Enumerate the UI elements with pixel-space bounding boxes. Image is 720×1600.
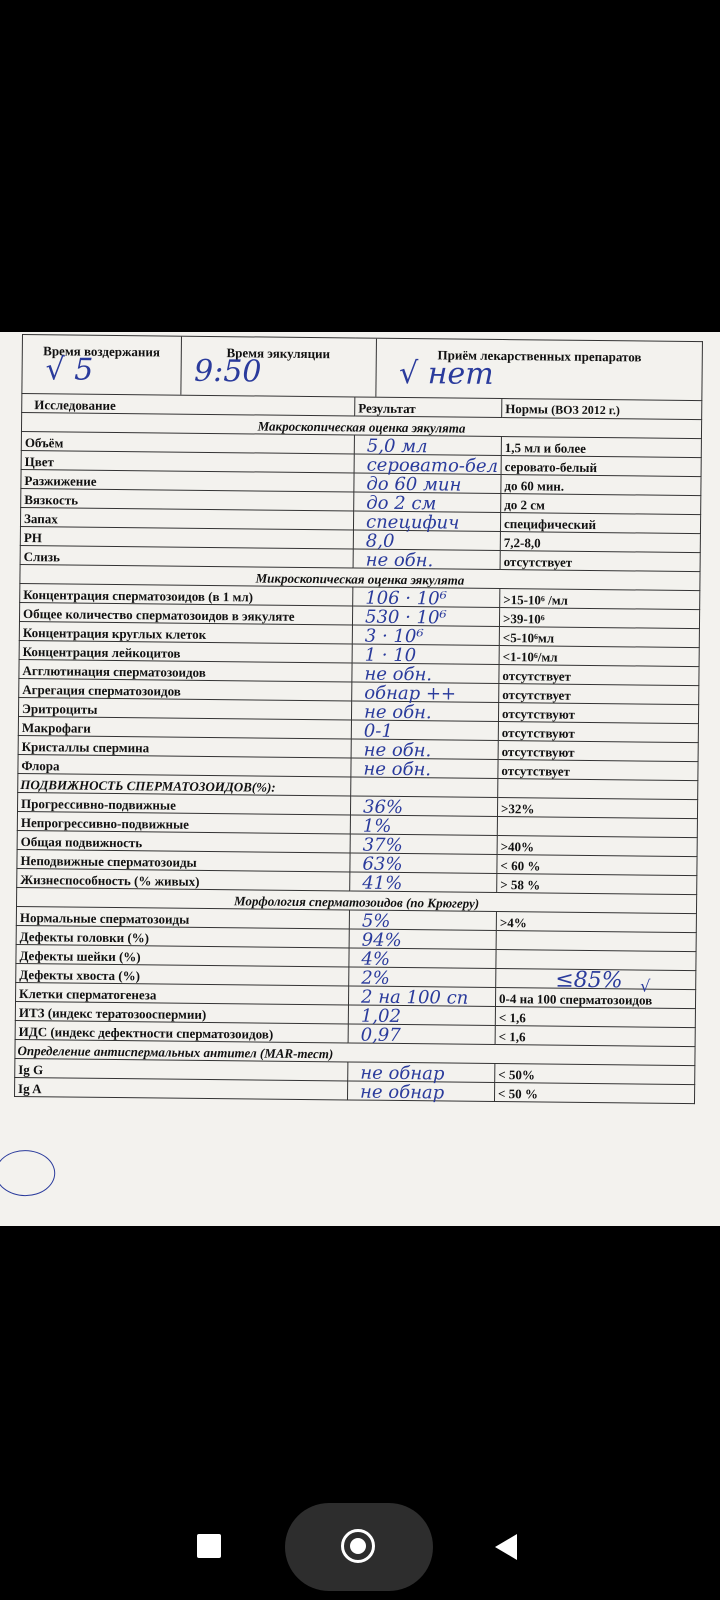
row-label: PH [20,526,353,548]
row-result: 2 на 100 сп [360,986,469,1009]
row-result-cell [351,758,498,779]
row-result: 1 · 10 [364,644,417,667]
row-norm: >40% [497,836,697,857]
row-norm: отсутствует [498,760,698,781]
row-result-cell [349,929,496,950]
row-norm: отсутствуют [498,722,698,743]
motility-rows [17,792,698,894]
row-norm: отсутствует [499,684,699,705]
result-header: Результат [355,397,502,418]
section-macro-title: Макроскопическая оценка эякулята [21,413,701,439]
row-norm: < 50 % [494,1082,694,1103]
row-result-cell [353,511,500,532]
section-morph-title: Морфология сперматозоидов (по Крюгеру) [17,887,697,913]
row-result-cell [352,625,499,646]
row-result: до 60 мин [366,473,462,496]
row-label: Объём [21,431,354,453]
micro-rows [18,583,700,780]
row-label: Ig G [15,1058,348,1080]
row-result-cell [351,701,498,722]
medication-cell [375,339,703,400]
row-result-cell [349,910,496,931]
row-norm: >4% [496,912,696,933]
row-label: Дефекты головки (%) [16,925,349,947]
row-label: Эритроциты [18,697,351,719]
abstinence-value: √ 5 [45,352,94,388]
section-micro-title: Микроскопическая оценка эякулята [20,564,700,590]
row-norm: < 60 % [497,855,697,876]
norms-ref: (ВОЗ 2012 г.) [551,402,620,418]
row-result-cell [352,606,499,627]
row-norm: отсутствует [500,551,700,572]
abstinence-label: Время воздержания [43,343,161,360]
row-label: Дефекты хвоста (%) [16,963,349,985]
norms-header [502,399,702,420]
row-result: 1,02 [360,1005,402,1028]
row-result-cell [354,473,501,494]
row-result: не обн. [364,663,433,686]
row-label: ИТЗ (индекс тератозооспермии) [15,1001,348,1023]
medication-label: Приём лекарственных препаратов [437,347,642,365]
row-label: Агрегация сперматозоидов [19,678,352,700]
row-norm: 1,5 мл и более [501,437,701,458]
row-norm: отсутствует [499,665,699,686]
row-norm: <5-10⁶мл [499,627,699,648]
row-result: не обн. [363,739,432,762]
abstinence-cell [22,335,181,395]
row-result: не обнар [359,1081,445,1104]
row-norm: до 60 мин. [501,475,701,496]
row-label: Слизь [20,545,353,567]
row-norm [497,817,697,838]
row-result: не обн. [363,758,432,781]
row-label: Концентрация лейкоцитов [19,640,352,662]
row-label: Запах [20,507,353,529]
row-result-cell [349,948,496,969]
row-result-cell [354,435,501,456]
row-result-cell [353,549,500,570]
row-label: Макрофаги [18,716,351,738]
row-label: Ig A [15,1077,348,1099]
row-result: 1% [362,815,392,837]
row-result: 8,0 [365,530,395,552]
row-norm: <1-10⁶/мл [499,646,699,667]
row-result-cell [354,454,501,475]
row-label: Дефекты шейки (%) [16,944,349,966]
motility-title: ПОДВИЖНОСТЬ СПЕРМАТОЗОИДОВ(%): [18,773,351,795]
row-result: серовато-бел [366,454,499,477]
row-result: 0,97 [360,1024,401,1047]
row-label: Клетки сперматогенеза [16,982,349,1004]
row-result-cell [350,872,497,893]
row-result: 63% [362,853,403,876]
row-label: Цвет [21,450,354,472]
row-result: не обн. [363,701,432,724]
row-result-cell [352,644,499,665]
row-result: 5% [361,910,391,932]
row-label: Общая подвижность [17,830,350,852]
recents-icon[interactable] [197,1534,221,1558]
row-result-cell [353,530,500,551]
row-norm: > 58 % [497,874,697,895]
row-norm [496,930,696,951]
row-result: не обнар [360,1062,445,1085]
row-result: 5,0 мл [366,435,428,458]
home-button[interactable] [285,1503,433,1591]
row-result-cell [348,1005,495,1026]
row-label: Разжижение [21,469,354,491]
row-result: 94% [361,929,402,952]
ejaculation-label: Время эякуляции [226,345,331,362]
row-label: ИДС (индекс дефектности сперматозоидов) [15,1020,348,1042]
row-result-cell [350,815,497,836]
row-result: 41% [362,872,403,895]
row-norm: < 1,6 [495,1025,695,1046]
row-label: Прогрессивно-подвижные [17,792,350,814]
row-label: Кристаллы спермина [18,735,351,757]
row-result-cell [348,1062,495,1083]
semen-analysis-form [14,334,702,1104]
row-result: 530 · 10⁶ [364,606,447,629]
study-header: Исследование [22,394,355,416]
row-result-cell [350,853,497,874]
row-label: Нормальные сперматозоиды [16,906,349,928]
row-norm: 7,2-8,0 [500,532,700,553]
row-result-cell [354,492,501,513]
head-defects-note: ≤85% [555,967,623,994]
home-icon [341,1529,375,1563]
row-result-cell [347,1081,494,1102]
row-result: специфич [365,511,460,534]
row-result-cell [352,682,499,703]
check-mark-head: √ [640,976,651,996]
row-result: 2% [361,967,390,989]
norms-header-text: Нормы [505,401,548,417]
ejaculation-cell [180,337,376,397]
row-label: Неподвижные сперматозоиды [17,849,350,871]
row-label: Вязкость [21,488,354,510]
row-norm: < 50% [495,1063,695,1084]
row-result-cell [353,587,500,608]
ig-circle-mark [0,1150,55,1197]
row-result-cell [349,967,496,988]
row-result: 0-1 [363,720,393,742]
document-photo [0,332,720,1226]
row-result: до 2 см [366,492,437,515]
row-result-cell [352,663,499,684]
row-result-cell [350,796,497,817]
row-result: 106 · 10⁶ [365,587,448,610]
row-result-cell [351,720,498,741]
row-result: 4% [361,948,391,970]
row-norm: специфический [500,513,700,534]
row-label: Непрогрессивно-подвижные [17,811,350,833]
mar-rows [15,1058,695,1103]
row-label: Общее количество сперматозоидов в эякуляте [19,602,352,624]
row-result: 36% [362,796,404,819]
medication-value: √ нет [398,355,494,392]
row-norm: до 2 см [501,494,701,515]
row-result-cell [348,986,495,1007]
macro-rows [20,431,701,571]
row-norm: < 1,6 [495,1006,695,1027]
section-mar-title: Определение антиспермальных антител (MAR-тест) [15,1039,695,1065]
row-label: Жизнеспособность (% живых) [17,868,350,890]
row-result: не обн. [365,549,434,572]
back-icon[interactable] [495,1534,517,1560]
row-result: обнар ++ [364,682,457,705]
row-result-cell [348,1024,495,1045]
ejaculation-value: 9:50 [193,353,262,390]
row-norm: отсутствуют [498,703,698,724]
row-label: Агглютинация сперматозоидов [19,659,352,681]
row-result-cell [350,834,497,855]
row-norm: отсутствуют [498,741,698,762]
row-norm: 0-4 на 100 сперматозоидов [495,987,695,1008]
row-result: 3 · 10⁶ [364,625,424,648]
row-label: Концентрация круглых клеток [19,621,352,643]
header-row [22,335,703,401]
row-label: Флора [18,754,351,776]
row-norm: >32% [497,798,697,819]
row-norm: серовато-белый [501,456,701,477]
row-norm: >15-10⁶ /мл [500,589,700,610]
row-result-cell [351,739,498,760]
row-result: 37% [362,834,403,857]
row-norm: >39-10⁶ [499,608,699,629]
row-label: Концентрация сперматозоидов (в 1 мл) [20,583,353,605]
